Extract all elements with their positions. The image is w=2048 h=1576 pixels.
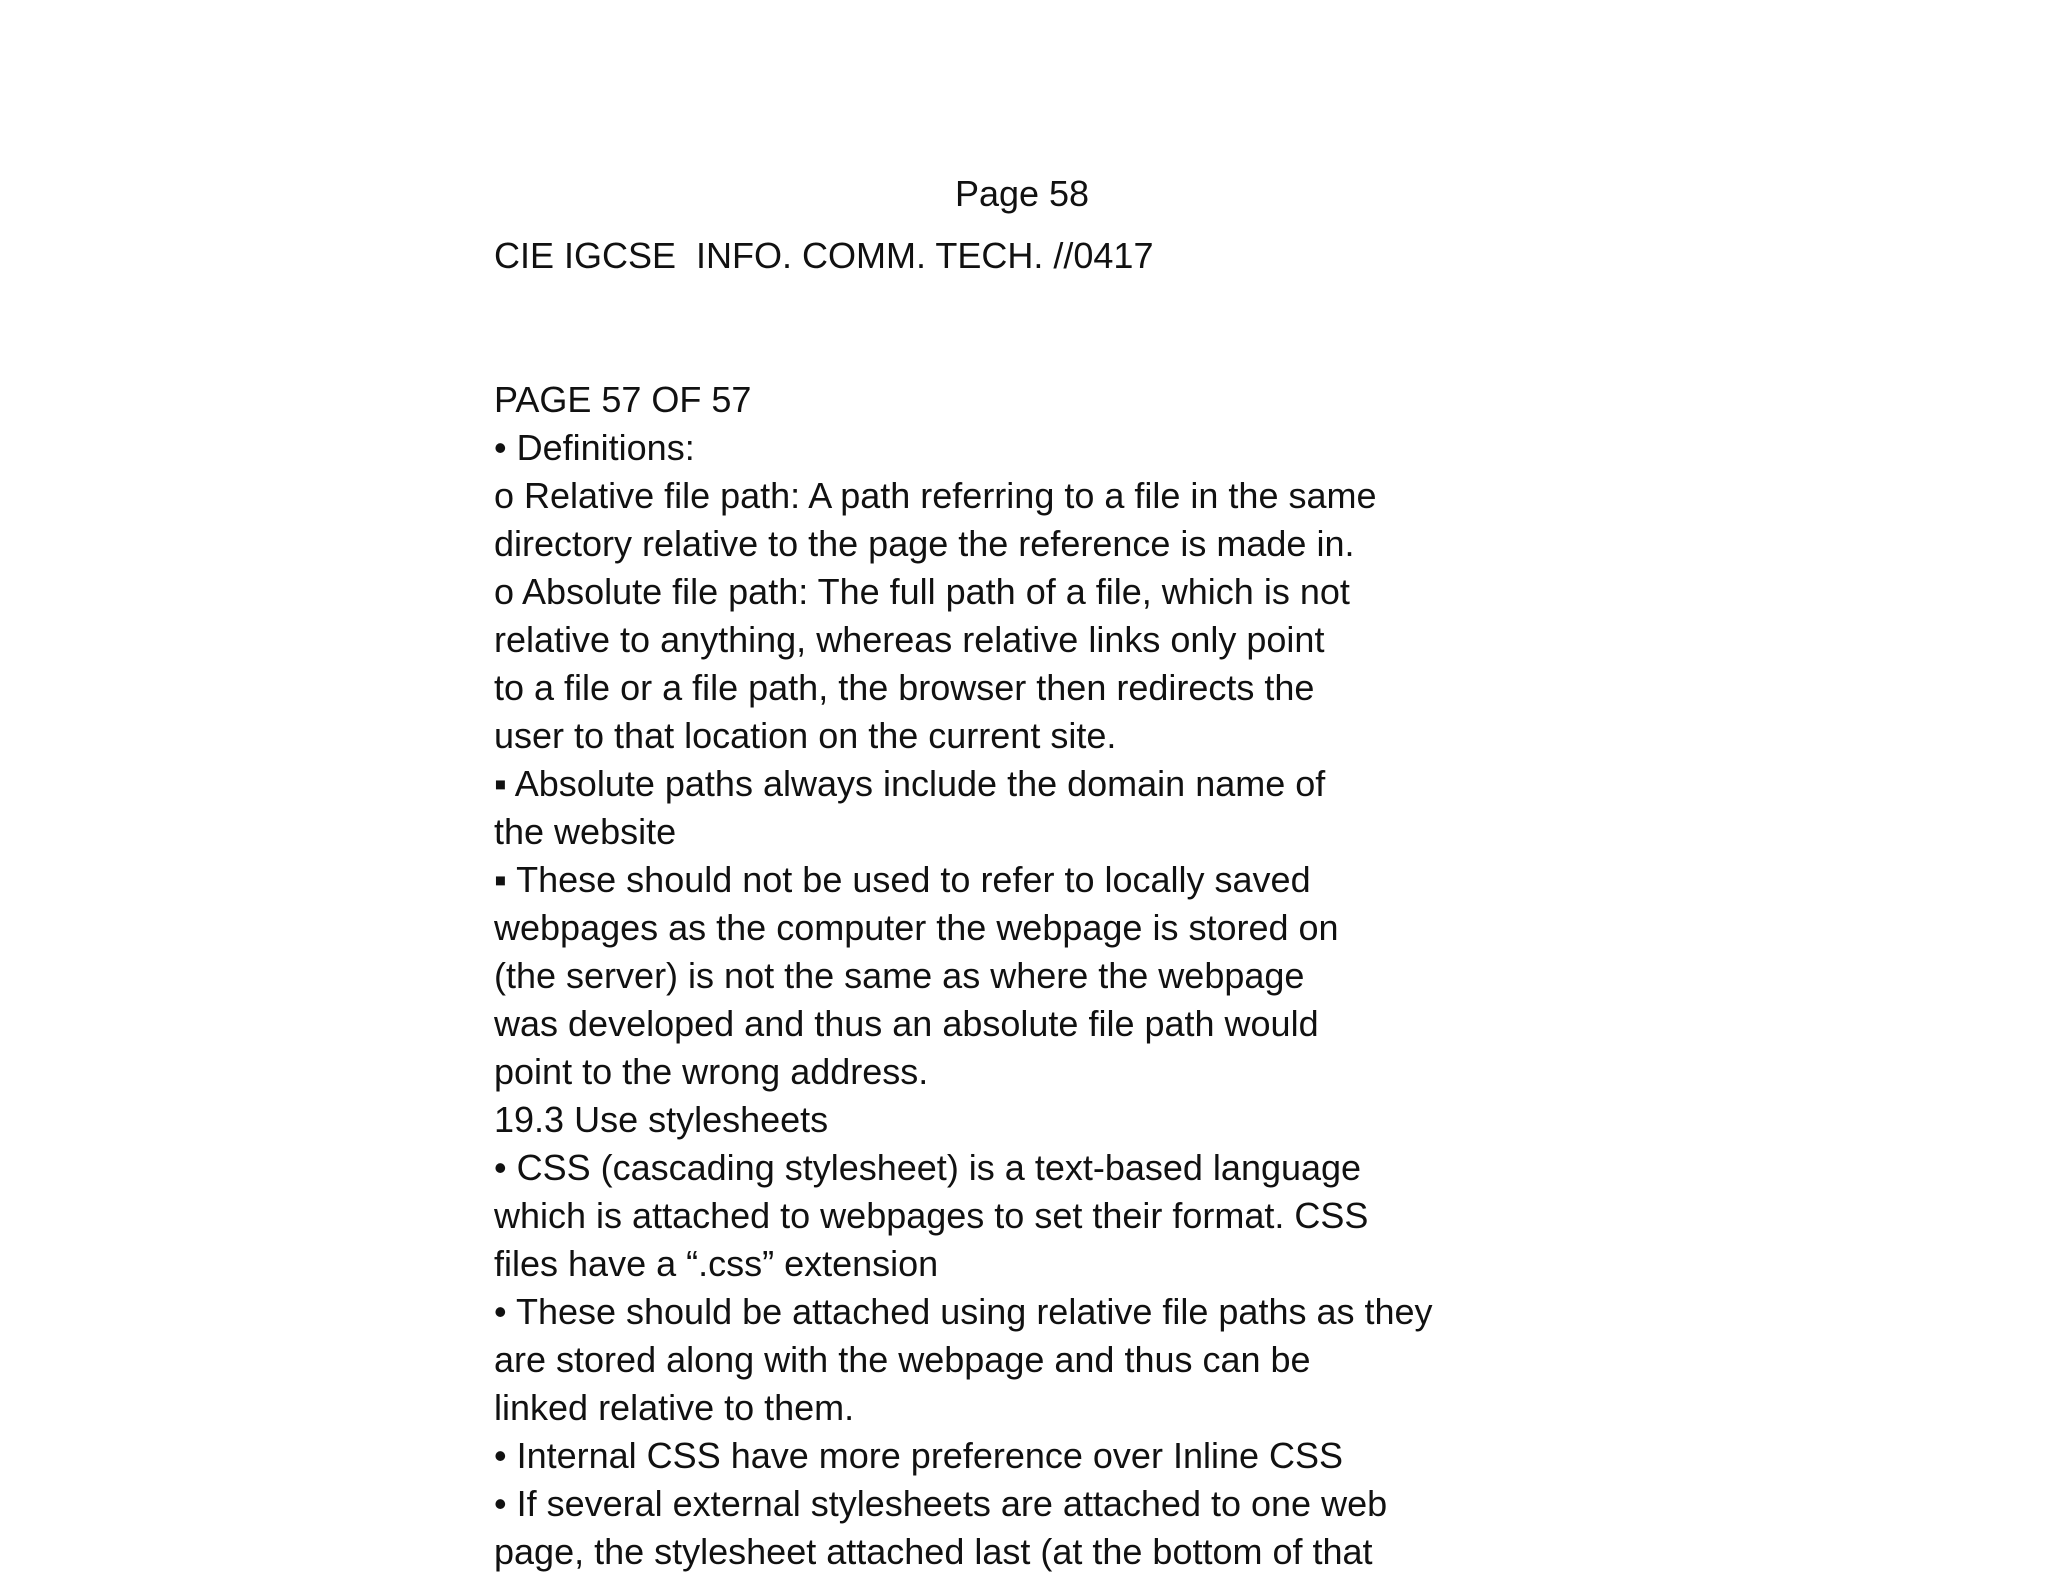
body-line: directory relative to the page the reference is made in. — [494, 523, 1355, 564]
body-line: relative to anything, whereas relative links only point — [494, 619, 1325, 660]
page-number-text: Page 58 — [954, 173, 1090, 214]
body-line: webpages as the computer the webpage is stored on — [494, 907, 1339, 948]
body-line: user to that location on the current site. — [494, 715, 1117, 756]
body-line: files have a “.css” extension — [494, 1243, 939, 1284]
body-line: the website — [494, 811, 677, 852]
section-heading: 19.3 Use stylesheets — [494, 1099, 829, 1140]
body-line: o Relative file path: A path referring to a file in the same — [494, 475, 1377, 516]
body-line: (the server) is not the same as where the webpage — [494, 955, 1305, 996]
body-line: ▪ These should not be used to refer to locally saved — [494, 859, 1311, 900]
document-header: CIE IGCSE INFO. COMM. TECH. //0417 — [494, 235, 1154, 276]
body-line: • CSS (cascading stylesheet) is a text-based language — [494, 1147, 1362, 1188]
body-line: PAGE 57 OF 57 — [494, 379, 752, 420]
body-line: point to the wrong address. — [494, 1051, 929, 1092]
body-line: • Internal CSS have more preference over Inline CSS — [494, 1435, 1344, 1476]
body-line: linked relative to them. — [494, 1387, 855, 1428]
body-line: • These should be attached using relative file paths as they — [494, 1291, 1433, 1332]
body-line: was developed and thus an absolute file path would — [494, 1003, 1319, 1044]
document-body — [494, 376, 1554, 1576]
body-line: • Definitions: — [494, 427, 695, 468]
body-line: o Absolute file path: The full path of a file, which is not — [494, 571, 1350, 612]
body-line: ▪ Absolute paths always include the domain name of — [494, 763, 1326, 804]
body-line: • If several external stylesheets are attached to one web — [494, 1483, 1388, 1524]
body-line: to a file or a file path, the browser then redirects the — [494, 667, 1315, 708]
body-line: are stored along with the webpage and thus can be — [494, 1339, 1311, 1380]
body-line: which is attached to webpages to set their format. CSS — [494, 1195, 1369, 1236]
body-line: page, the stylesheet attached last (at the bottom of that — [494, 1531, 1373, 1572]
page-number — [0, 172, 2048, 216]
